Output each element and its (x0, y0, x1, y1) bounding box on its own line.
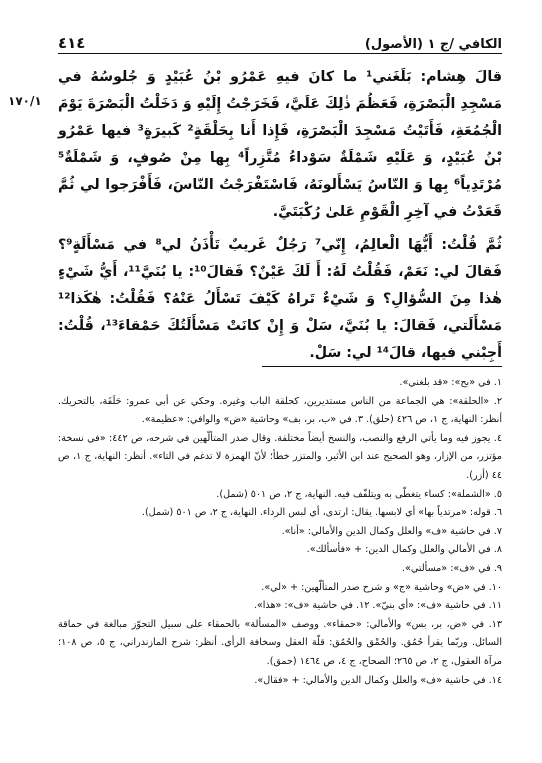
margin-reference: ١٧٠/١ (8, 94, 42, 108)
footnote-10: ١٠. في «ض» وحاشية «ج» و شرح صدر المتألّهين: + «لي». (261, 581, 502, 593)
footnote-7: ٧. في حاشية «ف» والعلل وكمال الدين والأمالي: «أنا». (281, 525, 502, 537)
footnote-13: ١٣. في «ض، بر، بس» والأمالي: «حمقاء». ووصف «المسألة» بالحمقاء على سبيل التجوّز مبالغة في حماقة السائل. وربّما يقرأ حُمُق. والحُمْق والحُمُق: قلّة العقل وسخافة الرأي. أنظر: شرح المازندراني، ج ٥، ص ١٠٨؛ مرآة العقول، ج ٢، ص ٢٦٥؛ الصحاح، ج ٤، ص ١٤٦٤ (حمق). (58, 618, 503, 667)
footnote-rule (262, 366, 502, 367)
footnote-6: ٦. قوله: «مرتدياً بها» أي لابسها. يقال: ارتدى، أي لبس الرداء. النهاية، ج ٢، ص ٥٠١ (شمل). (141, 507, 502, 519)
main-text (58, 64, 502, 371)
page-number: ٤١٤ (58, 34, 86, 52)
footnotes (58, 374, 502, 690)
footnote-11: ١١. في حاشية «ف»: «أي بنيّ». ١٢. في حاشية «ف»: «هذا». (253, 600, 502, 612)
footnote-5: ٥. «الشملة»: كساء يتغطّى به ويتلفّف فيه. النهاية، ج ٢، ص ٥٠١ (شمل). (216, 488, 502, 500)
footnote-9: ٩. في «ف»: «مسألتي». (401, 562, 502, 574)
footnote-8: ٨. في الأمالي والعلل وكمال الدين: + «فأسألك». (306, 544, 502, 556)
footnote-14: ١٤. في حاشية «ف» والعلل وكمال الدين والأمالي: + «فقال». (254, 674, 502, 686)
footnote-2: ٢. «الحلقة»: هي الجماعة من الناس مستديرين، كحلقة الباب وغيره. وحكي عن أبي عمرو: حَلَقَة، بالتحريك. أنظر: النهاية، ج ١، ص ٤٢٦ (حلق). ٣. في «ب، بر، بف» وحاشية «ض» والوافي: «عظيمة». (58, 395, 502, 426)
header-rule (58, 53, 502, 54)
footnote-1: ١. في «بح»: «قد بلغني». (399, 377, 502, 388)
footnote-4: ٤. يجوز فيه وما يأتي الرفع والنصب، والنسخ أيضاً مختلفة. وقال صدر المتألّهين في شرحه، ص ٤٤٢: «في نسخة: مؤتزر، من الإزار، وهو الصحيح عند ابن الأثير، والمتزر خطأ؛ لأنّ الهمزة لا تدغم في التاء». أنظر: النهاية، ج ١، ص ٤٤ (أزر). (58, 432, 502, 481)
page-header (58, 30, 502, 52)
running-title: الكافي /ج ١ (الأصول) (364, 37, 502, 52)
paragraph-1: قالَ هِشام: بَلَغَني¹ ما كانَ فيهِ عَمْرُو بْنُ عُبَيْدٍ وَ جُلوسُهُ في مَسْجِدِ الْبَصْرَةِ، فَعَظُمَ ذٰلِكَ عَلَيَّ، فَخَرَجْتُ إِلَيْهِ وَ دَخَلْتُ الْبَصْرَةَ يَوْمَ الْجُمُعَةِ، فَأَتَيْتُ مَسْجِدَ الْبَصْرَةِ، فَإِذا أَنا بِحَلْقَةٍ² كَبيرَةٍ³ فيها عَمْرُو بْنُ عُبَيْدٍ، وَ عَلَيْهِ شَمْلَةٌ سَوْداءُ مُتَّزِراً⁴ بِها مِنْ صُوفٍ، وَ شَمْلَةٌ⁵ مُرْتَدِياً⁶ بِها وَ النّاسُ يَسْأَلونَهُ، فَاسْتَفْرَجْتُ النّاسَ، فَأَفْرَجوا لي ثُمَّ قَعَدْتُ في آخِرِ الْقَوْمِ عَلىٰ رُكْبَتَيَّ. (58, 69, 503, 220)
paragraph-2: ثُمَّ قُلْتُ: أَيُّهَا الْعالِمُ، إِنّي⁷ رَجُلٌ غَريبٌ تَأْذَنُ لي⁸ في مَسْأَلَةٍ⁹؟ فَقالَ لي: نَعَمْ، فَقُلْتُ لَهُ: أَ لَكَ عَيْنٌ؟ فَقالَ¹⁰: يا بُنَيَّ¹¹، أَيُّ شَيْءٍ هٰذا مِنَ السُّؤالِ؟ وَ شَيْءٌ تَراهُ كَيْفَ تَسْأَلُ عَنْهُ؟ فَقُلْتُ: هٰكَذا¹² مَسْأَلَتي، فَقالَ: يا بُنَيَّ، سَلْ وَ إِنْ كانَتْ مَسْأَلَتُكَ حَمْقاءَ¹³، قُلْتُ: أَجِبْني فيها، قالَ¹⁴ لي: سَلْ. (58, 237, 502, 361)
